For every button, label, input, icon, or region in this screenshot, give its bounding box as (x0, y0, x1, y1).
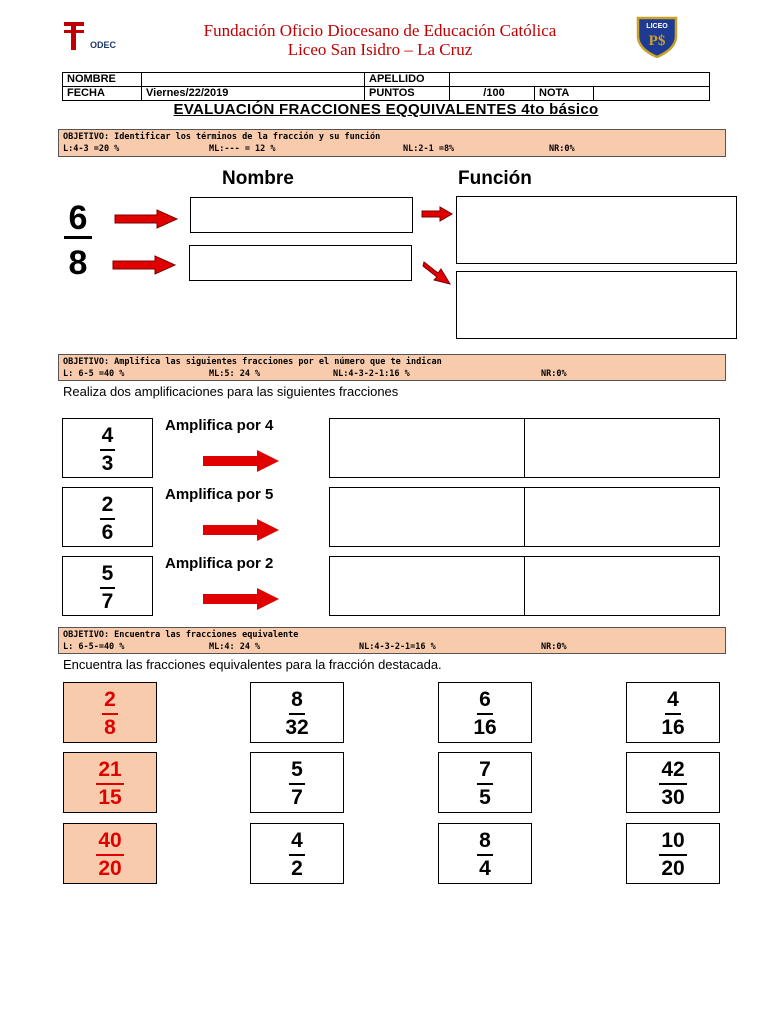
fraction-numerator: 6 (477, 687, 493, 715)
highlighted-fraction-2 (63, 752, 157, 813)
fraction-numerator: 5 (289, 757, 305, 785)
nota-field[interactable] (594, 87, 710, 101)
amplify-instruction: Realiza dos amplificaciones para las siguientes fracciones (63, 384, 399, 399)
odec-logo (62, 18, 128, 58)
fecha-label: FECHA (63, 87, 142, 101)
fraction-numerator: 42 (659, 757, 686, 785)
puntos-value: /100 (450, 87, 535, 101)
candidate-fraction[interactable] (250, 682, 344, 743)
denominator-name-answer[interactable] (189, 245, 412, 281)
arrow-down-right-icon (420, 256, 454, 288)
amplify-label-3: Amplifica por 2 (165, 555, 274, 572)
amplify-label-1: Amplifica por 4 (165, 417, 274, 434)
arrow-right-icon (111, 254, 177, 276)
level-ml-1: ML:--- = 12 % (209, 144, 276, 154)
numerator-function-answer[interactable] (456, 196, 737, 264)
level-nl-2: NL:4-3-2-1:16 % (333, 369, 410, 379)
objective-box-2 (58, 354, 726, 381)
arrow-right-icon (201, 449, 281, 473)
liceo-crest-logo (634, 14, 680, 58)
fraction-denominator: 7 (291, 786, 303, 809)
fraction-numerator: 8 (289, 687, 305, 715)
level-ml-3: ML:4: 24 % (209, 642, 261, 652)
fraction-denominator: 20 (98, 857, 122, 880)
fraction-denominator: 32 (285, 716, 309, 739)
column-header-nombre: Nombre (222, 168, 294, 189)
level-nl-1: NL:2-1 =8% (403, 144, 455, 154)
objective-text-2: OBJETIVO: Amplifica las siguientes fracciones por el número que te indican (63, 357, 442, 367)
level-ml-2: ML:5: 24 % (209, 369, 261, 379)
fraction-denominator: 2 (291, 857, 303, 880)
svg-text:LICEO: LICEO (646, 23, 668, 30)
fraction-numerator: 7 (477, 757, 493, 785)
amplify-den-2: 6 (101, 521, 114, 544)
fraction-denominator: 5 (479, 786, 491, 809)
nombre-label: NOMBRE (63, 73, 142, 87)
school-name: Liceo San Isidro – La Cruz (287, 40, 473, 59)
svg-text:ODEC: ODEC (90, 40, 117, 50)
fraction-numerator: 21 (96, 757, 123, 785)
highlighted-fraction-1 (63, 682, 157, 743)
fraction-denominator: 20 (661, 857, 685, 880)
fraction-numerator: 40 (96, 828, 123, 856)
student-info-table (62, 72, 710, 101)
fraction-numerator: 2 (102, 687, 118, 715)
amplify-den-3: 7 (101, 590, 114, 613)
candidate-fraction[interactable] (626, 823, 720, 884)
arrow-right-icon (420, 205, 454, 223)
amplify-answer-2a[interactable] (329, 487, 525, 547)
amplify-num-3: 5 (100, 561, 116, 589)
fraction-denominator: 8 (104, 716, 116, 739)
svg-text:P$: P$ (648, 33, 666, 49)
candidate-fraction[interactable] (626, 752, 720, 813)
candidate-fraction[interactable] (438, 752, 532, 813)
nota-label: NOTA (535, 87, 594, 101)
fraction-numerator: 4 (665, 687, 681, 715)
apellido-field[interactable] (450, 73, 710, 87)
objective-text-3: OBJETIVO: Encuentra las fracciones equivalente (63, 630, 299, 640)
candidate-fraction[interactable] (438, 823, 532, 884)
column-header-funcion: Función (458, 168, 532, 189)
objective-box-1 (58, 129, 726, 157)
fraction-numerator: 8 (477, 828, 493, 856)
evaluation-title: EVALUACIÓN FRACCIONES EQQUIVALENTES 4to básico (173, 101, 599, 118)
amplify-num-1: 4 (100, 423, 116, 451)
level-nl-3: NL:4-3-2-1=16 % (359, 642, 436, 652)
fraction-denominator: 16 (661, 716, 685, 739)
amplify-fraction-1 (62, 418, 153, 478)
fraction-denominator: 30 (661, 786, 685, 809)
amplify-label-2: Amplifica por 5 (165, 486, 274, 503)
amplify-num-2: 2 (100, 492, 116, 520)
level-l-3: L: 6-5-=40 % (63, 642, 125, 652)
level-nr-2: NR:0% (541, 369, 567, 379)
candidate-fraction[interactable] (250, 823, 344, 884)
candidate-fraction[interactable] (250, 752, 344, 813)
level-l-1: L:4-3 =20 % (63, 144, 120, 154)
level-nr-3: NR:0% (541, 642, 567, 652)
level-l-2: L: 6-5 =40 % (63, 369, 125, 379)
objective-box-3 (58, 627, 726, 654)
amplify-answer-3a[interactable] (329, 556, 525, 616)
arrow-right-icon (201, 518, 281, 542)
arrow-right-icon (113, 208, 179, 230)
amplify-answer-3b[interactable] (524, 556, 720, 616)
fraction-numerator: 10 (659, 828, 686, 856)
numerator-name-answer[interactable] (190, 197, 413, 233)
school-foundation-name: Fundación Oficio Diocesano de Educación Católica (203, 21, 557, 40)
amplify-answer-2b[interactable] (524, 487, 720, 547)
arrow-right-icon (201, 587, 281, 611)
denominator-function-answer[interactable] (456, 271, 737, 339)
highlighted-fraction-3 (63, 823, 157, 884)
nombre-field[interactable] (142, 73, 365, 87)
puntos-label: PUNTOS (365, 87, 450, 101)
fraction-numerator: 4 (289, 828, 305, 856)
amplify-den-1: 3 (101, 452, 114, 475)
amplify-fraction-2 (62, 487, 153, 547)
fecha-value: Viernes/22/2019 (142, 87, 365, 101)
amplify-answer-1b[interactable] (524, 418, 720, 478)
candidate-fraction[interactable] (626, 682, 720, 743)
fraction-denominator: 16 (473, 716, 497, 739)
fraction-denominator: 4 (479, 857, 491, 880)
fraction-denominator: 15 (98, 786, 122, 809)
equivalent-instruction: Encuentra las fracciones equivalentes para la fracción destacada. (63, 657, 442, 672)
objective-text-1: OBJETIVO: Identificar los términos de la fracción y su función (63, 132, 381, 142)
amplify-fraction-3 (62, 556, 153, 616)
amplify-answer-1a[interactable] (329, 418, 525, 478)
fraction-denominator: 8 (68, 244, 88, 282)
candidate-fraction[interactable] (438, 682, 532, 743)
apellido-label: APELLIDO (365, 73, 450, 87)
level-nr-1: NR:0% (549, 144, 575, 154)
fraction-numerator: 6 (64, 200, 92, 239)
